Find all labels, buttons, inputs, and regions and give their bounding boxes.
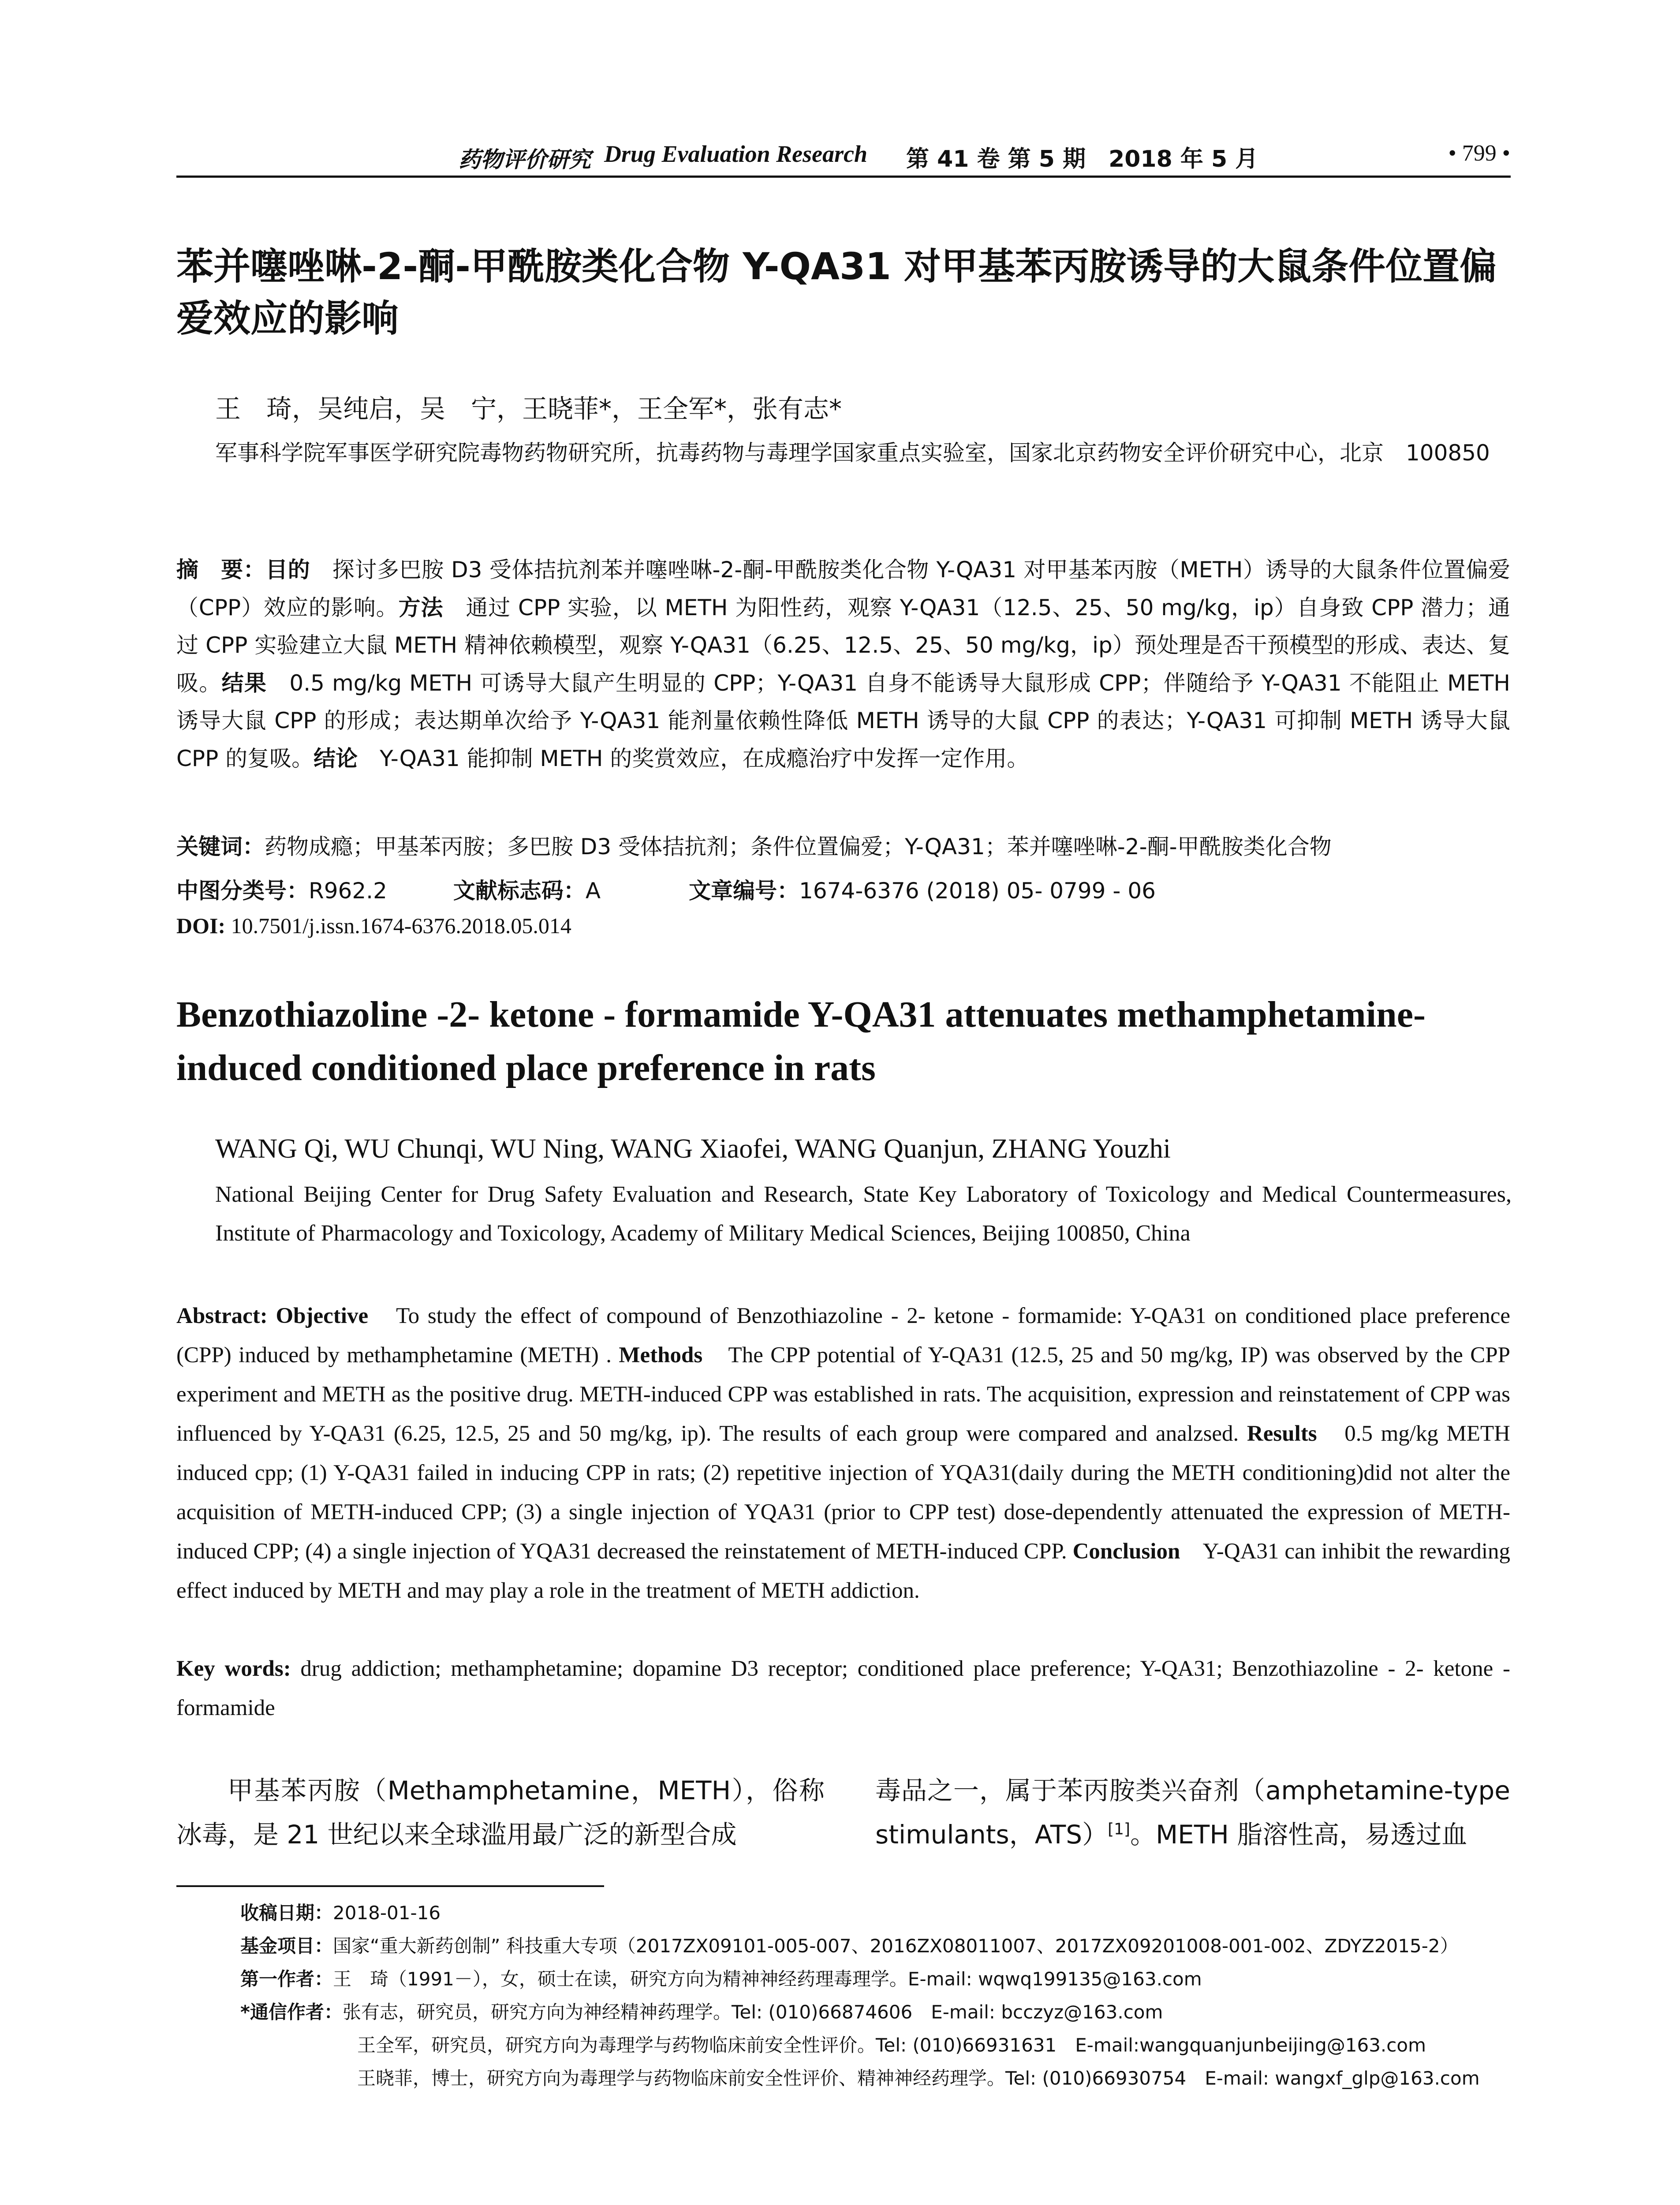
cn-abstract	[176, 551, 1510, 777]
page-number: • 799 •	[1448, 141, 1510, 166]
en-keywords-text: drug addiction; methamphetamine; dopamine D3 receptor; conditioned place preference; Y-QA31; Benzothiazoline - 2- ketone - formamide	[176, 1656, 1511, 1720]
en-abstract	[176, 1297, 1510, 1611]
cn-methods: 通过 CPP 实验，以 METH 为阳性药，观察 Y-QA31（12.5、25、50 mg/kg，ip）自身致 CPP 潜力；通过 CPP 实验建立大鼠 METH 精神依赖模型，观察 Y-QA31（6.25、12.5、25、50 mg/kg，ip）预处理是否干预模型的形成、表达、复吸。	[176, 594, 1510, 696]
corr-label: *通信作者：	[240, 2001, 343, 2023]
cn-results-label: 结果	[221, 670, 267, 696]
doc-code-label: 文献标志码：	[453, 878, 586, 904]
article-no-value: 1674-6376 (2018) 05- 0799 - 06	[799, 878, 1156, 904]
citation-ref: [1]	[1108, 1820, 1131, 1839]
en-objective-label: Objective	[267, 1304, 369, 1328]
en-results: 0.5 mg/kg METH induced cpp; (1) Y-QA31 failed in inducing CPP in rats; (2) repetitive injection of YQA31(daily during the METH conditioning)did not alter the acquisition of METH-induced CPP; (3) a single injection of YQA31 (prior to CPP test) dose-dependently attenuated the expression of METH-induced CPP; (4) a single injection of YQA31 decreased the reinstatement of METH-induced CPP.	[176, 1421, 1510, 1564]
en-conclusion: Y-QA31 can inhibit the rewarding effect induced by METH and may play a role in the treatment of METH addiction.	[176, 1539, 1510, 1603]
cn-keywords-text: 药物成瘾；甲基苯丙胺；多巴胺 D3 受体拮抗剂；条件位置偏爱；Y-QA31；苯并噻唑啉-2-酮-甲酰胺类化合物	[265, 834, 1332, 860]
corr-author-1: 张有志，研究员，研究方向为神经精神药理学。Tel: (010)66874606 E-mail: bcczyz@163.com	[342, 2001, 1163, 2023]
cn-conclusion: Y-QA31 能抑制 METH 的奖赏效应，在成瘾治疗中发挥一定作用。	[358, 745, 1029, 771]
class-value: R962.2	[309, 878, 387, 904]
footnote-first-author	[240, 1962, 1519, 1996]
cn-title: 苯并噻唑啉-2-酮-甲酰胺类化合物 Y-QA31 对甲基苯丙胺诱导的大鼠条件位置偏爱效应的影响	[176, 245, 1497, 340]
doi-label: DOI:	[176, 913, 226, 938]
cn-keywords-label: 关键词：	[176, 834, 265, 860]
cn-keywords	[176, 829, 1510, 864]
fund-label: 基金项目：	[240, 1935, 333, 1957]
article-no-label: 文章编号：	[689, 878, 799, 904]
cn-affiliation: 军事科学院军事医学研究院毒物药物研究所，抗毒药物与毒理学国家重点实验室，国家北京药物安全评价研究中心，北京 100850	[215, 440, 1490, 466]
footnote-corresponding	[240, 1996, 1519, 2029]
cn-authors: 王 琦，吴纯启，吴 宁，王晓菲*，王全军*，张有志*	[215, 394, 842, 424]
cn-classification	[176, 873, 1510, 905]
en-methods: The CPP potential of Y-QA31 (12.5, 25 and 50 mg/kg, IP) was observed by the CPP experiment and METH as the positive drug. METH-induced CPP was established in rats. The acquisition, expression and reinstatement of CPP was influenced by Y-QA31 (6.25, 12.5, 25 and 50 mg/kg, ip). The results of each group were compared and analzsed.	[176, 1343, 1510, 1446]
volume-issue: 第 41 卷 第 5 期 2018 年 5 月	[906, 146, 1258, 172]
cn-methods-label: 方法	[398, 594, 444, 620]
footnote-corresponding-3: 王晓菲，博士，研究方向为毒理学与药物临床前安全性评价、精神神经药理学。Tel: (010)66930754 E-mail: wangxf_glp@163.com	[357, 2067, 1480, 2089]
footnotes	[240, 1896, 1519, 2095]
footnote-corresponding-2: 王全军，研究员，研究方向为毒理学与药物临床前安全性评价。Tel: (010)66931631 E-mail:wangquanjunbeijing@163.com	[357, 2034, 1426, 2056]
en-results-label: Results	[1247, 1421, 1317, 1446]
cn-results: 0.5 mg/kg METH 可诱导大鼠产生明显的 CPP；Y-QA31 自身不能诱导大鼠形成 CPP；伴随给予 Y-QA31 不能阻止 METH 诱导大鼠 CPP 的形成；表达期单次给予 Y-QA31 能剂量依赖性降低 METH 诱导的大鼠 CPP 的表达；Y-QA31 可抑制 METH 诱导大鼠 CPP 的复吸。	[176, 670, 1511, 771]
fund-text: 国家“重大新药创制” 科技重大专项（2017ZX09101-005-007、2016ZX08011007、2017ZX09201008-001-002、ZDYZ2015-2）	[333, 1935, 1459, 1957]
footnote-received	[240, 1896, 1519, 1929]
doc-code-value: A	[585, 878, 601, 904]
en-authors: WANG Qi, WU Chunqi, WU Ning, WANG Xiaofei, WANG Quanjun, ZHANG Youzhi	[215, 1134, 1171, 1164]
cn-objective: 探讨多巴胺 D3 受体拮抗剂苯并噻唑啉-2-酮-甲酰胺类化合物 Y-QA31 对甲基苯丙胺（METH）诱导的大鼠条件位置偏爱（CPP）效应的影响。	[176, 557, 1511, 620]
cn-abstract-label: 摘 要：	[176, 557, 266, 583]
en-affiliation: National Beijing Center for Drug Safety Evaluation and Research, State Key Laboratory of Toxicology and Medical Countermeasures, Institute of Pharmacology and Toxicology, Academy of Military Medical Sciences, Beijing 100850, China	[215, 1182, 1512, 1246]
class-label: 中图分类号：	[176, 878, 309, 904]
footnote-rule	[176, 1885, 604, 1887]
body-column-left: 甲基苯丙胺（Methamphetamine，METH），俗称冰毒，是 21 世纪以来全球滥用最广泛的新型合成	[176, 1775, 825, 1850]
header-rule	[176, 176, 1511, 178]
journal-name: Drug Evaluation Research	[604, 141, 868, 167]
en-keywords	[176, 1649, 1510, 1728]
body-right-text-a: 毒品之一，属于苯丙胺类兴奋剂（amphetamine-type stimulants，ATS）	[875, 1775, 1510, 1850]
first-author-label: 第一作者：	[240, 1968, 333, 1990]
journal-logo: 药物评价研究	[459, 147, 591, 172]
received-label: 收稿日期：	[240, 1902, 333, 1924]
body-right-text-b: 。METH 脂溶性高，易透过血	[1130, 1820, 1467, 1850]
en-conclusion-label: Conclusion	[1072, 1539, 1180, 1564]
cn-objective-label: 目的	[265, 557, 310, 583]
doi	[176, 913, 571, 938]
en-methods-label: Methods	[619, 1343, 703, 1368]
en-title: Benzothiazoline -2- ketone - formamide Y-QA31 attenuates methamphetamine-induced conditioned place preference in rats	[176, 994, 1426, 1088]
footnote-fund	[240, 1929, 1519, 1962]
en-abstract-label: Abstract:	[176, 1304, 268, 1328]
doi-value: 10.7501/j.issn.1674-6376.2018.05.014	[225, 913, 571, 938]
received-date: 2018-01-16	[333, 1902, 441, 1924]
cn-conclusion-label: 结论	[314, 745, 358, 771]
first-author-text: 王 琦（1991－），女，硕士在读，研究方向为精神神经药理毒理学。E-mail: wqwq199135@163.com	[333, 1968, 1202, 1990]
body-column-right	[875, 1768, 1510, 1857]
en-objective: To study the effect of compound of Benzothiazoline - 2- ketone - formamide: Y-QA31 on conditioned place preference (CPP) induced by methamphetamine (METH) .	[176, 1304, 1511, 1368]
en-keywords-label: Key words:	[176, 1656, 291, 1681]
